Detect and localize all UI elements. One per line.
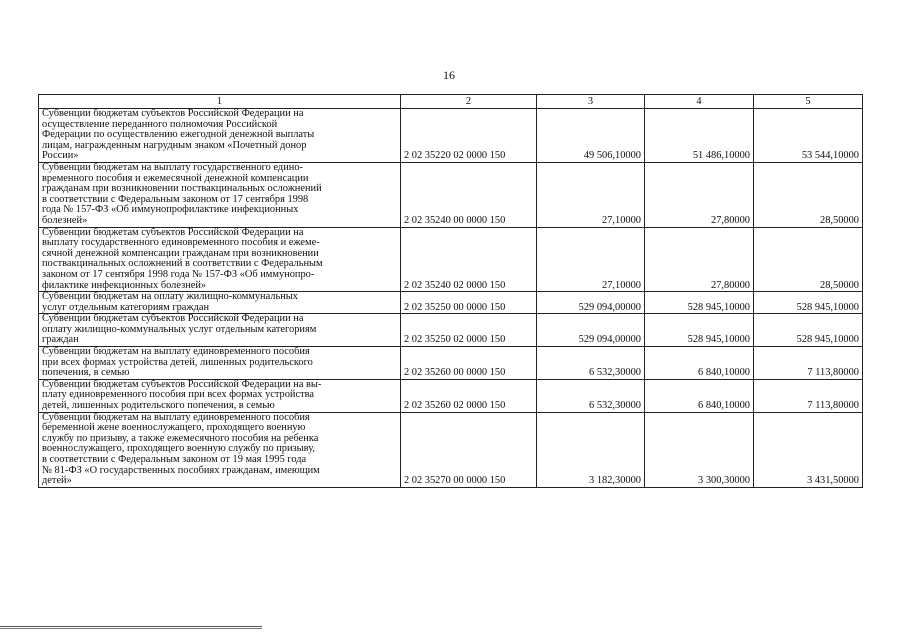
row-name-line: Федерации по осуществлению ежегодной денежной выплаты — [42, 129, 315, 141]
row-value-3-cell: 528 945,10000 — [754, 314, 863, 347]
row-value-1-cell: 529 094,00000 — [537, 314, 645, 347]
row-name-cell — [39, 347, 401, 380]
row-name-line: гражданам при возникновении поствакцинальных осложнений — [42, 183, 322, 195]
row-code-cell: 2 02 35250 00 0000 150 — [401, 292, 537, 314]
row-value-1-cell: 529 094,00000 — [537, 292, 645, 314]
row-value-2-cell: 3 300,30000 — [645, 412, 754, 487]
row-name-line: временного пособия и ежемесячной денежной компенсации — [42, 172, 309, 184]
row-name-line: осуществление переданного полномочия Российской — [42, 118, 278, 130]
row-name-line: плату единовременного пособия при всех формах устройства — [42, 389, 315, 401]
row-name-line: России» — [42, 150, 79, 162]
row-name-line: военнослужащего, проходящего военную службу по призыву, — [42, 443, 315, 455]
row-name-line: Субвенции бюджетам на выплату единовременного пособия — [42, 411, 310, 423]
budget-table — [38, 94, 863, 488]
row-value-1-cell: 49 506,10000 — [537, 109, 645, 163]
table-row — [39, 292, 863, 314]
table-row — [39, 314, 863, 347]
table-row — [39, 109, 863, 163]
row-value-2-cell: 528 945,10000 — [645, 314, 754, 347]
row-value-2-cell: 27,80000 — [645, 162, 754, 227]
table-header-row — [39, 95, 863, 109]
row-name-line: Субвенции бюджетам на выплату единовременного пособия — [42, 346, 310, 358]
row-name-line: при всех формах устройства детей, лишенных родительского — [42, 356, 313, 368]
table-row — [39, 347, 863, 380]
row-value-2-cell: 6 840,10000 — [645, 379, 754, 412]
row-name-cell — [39, 162, 401, 227]
row-code-cell: 2 02 35270 00 0000 150 — [401, 412, 537, 487]
row-value-3-cell: 7 113,80000 — [754, 347, 863, 380]
row-name-line: Субвенции бюджетам субъектов Российской Федерации на — [42, 313, 304, 325]
row-name-line: законом от 17 сентября 1998 года № 157-ФЗ «Об иммунопро- — [42, 268, 315, 280]
row-name-line: поствакцинальных осложнений в соответствии с Федеральным — [42, 258, 323, 270]
row-name-line: оплату жилищно-коммунальных услуг отдельным категориям — [42, 323, 317, 335]
row-code-cell: 2 02 35240 02 0000 150 — [401, 227, 537, 292]
row-value-1-cell: 3 182,30000 — [537, 412, 645, 487]
table-row — [39, 162, 863, 227]
row-value-3-cell: 3 431,50000 — [754, 412, 863, 487]
table-row — [39, 227, 863, 292]
row-name-line: граждан — [42, 334, 79, 346]
row-name-line: филактике инфекционных болезней» — [42, 279, 207, 291]
row-value-3-cell: 28,50000 — [754, 162, 863, 227]
row-name-line: Субвенции бюджетам субъектов Российской Федерации на вы- — [42, 378, 322, 390]
row-name-line: выплату государственного единовременного пособия и ежеме- — [42, 237, 320, 249]
row-name-cell — [39, 292, 401, 314]
header-col-5: 5 — [754, 95, 863, 109]
row-code-cell: 2 02 35250 02 0000 150 — [401, 314, 537, 347]
row-name-cell — [39, 412, 401, 487]
row-name-line: попечения, в семью — [42, 367, 130, 379]
row-name-cell — [39, 109, 401, 163]
row-code-cell: 2 02 35220 02 0000 150 — [401, 109, 537, 163]
page-number: 16 — [443, 68, 455, 82]
row-name-line: Субвенции бюджетам на выплату государственного едино- — [42, 161, 303, 173]
row-value-2-cell: 51 486,10000 — [645, 109, 754, 163]
header-col-4: 4 — [645, 95, 754, 109]
header-col-3: 3 — [537, 95, 645, 109]
row-name-line: беременной жене военнослужащего, проходящего военную — [42, 422, 306, 434]
table-body — [39, 109, 863, 488]
header-col-1: 1 — [39, 95, 401, 109]
row-name-line: Субвенции бюджетам на оплату жилищно-коммунальных — [42, 291, 298, 303]
table-row — [39, 412, 863, 487]
row-name-line: лицам, награжденным нагрудным знаком «Почетный донор — [42, 139, 307, 151]
row-value-2-cell: 27,80000 — [645, 227, 754, 292]
table-row — [39, 379, 863, 412]
row-name-line: года № 157-ФЗ «Об иммунопрофилактике инфекционных — [42, 204, 299, 216]
row-value-1-cell: 6 532,30000 — [537, 379, 645, 412]
row-value-2-cell: 6 840,10000 — [645, 347, 754, 380]
row-code-cell: 2 02 35260 00 0000 150 — [401, 347, 537, 380]
row-name-line: в соответствии с Федеральным законом от 17 сентября 1998 — [42, 193, 309, 205]
row-name-line: болезней» — [42, 214, 88, 226]
row-name-line: в соответствии с Федеральным законом от 19 мая 1995 года — [42, 454, 307, 465]
row-name-line: детей, лишенных родительского попечения, в семью — [42, 400, 275, 412]
row-name-cell — [39, 379, 401, 412]
row-code-cell: 2 02 35260 02 0000 150 — [401, 379, 537, 412]
row-name-line: Субвенции бюджетам субъектов Российской Федерации на — [42, 108, 304, 119]
row-name-line: услуг отдельным категориям граждан — [42, 301, 210, 313]
row-name-line: детей» — [42, 475, 72, 487]
row-name-line: № 81-ФЗ «О государственных пособиях гражданам, имеющим — [42, 464, 320, 476]
row-value-3-cell: 7 113,80000 — [754, 379, 863, 412]
row-name-cell — [39, 227, 401, 292]
footer-rule — [0, 626, 262, 629]
row-value-1-cell: 6 532,30000 — [537, 347, 645, 380]
row-name-line: Субвенции бюджетам субъектов Российской Федерации на — [42, 226, 304, 238]
row-value-2-cell: 528 945,10000 — [645, 292, 754, 314]
row-code-cell: 2 02 35240 00 0000 150 — [401, 162, 537, 227]
header-col-2: 2 — [401, 95, 537, 109]
row-name-cell — [39, 314, 401, 347]
row-value-3-cell: 53 544,10000 — [754, 109, 863, 163]
row-value-1-cell: 27,10000 — [537, 162, 645, 227]
row-name-line: службу по призыву, а также ежемесячного пособия на ребенка — [42, 432, 319, 444]
row-value-3-cell: 28,50000 — [754, 227, 863, 292]
row-name-line: сячной денежной компенсации гражданам при возникновении — [42, 247, 319, 259]
row-value-1-cell: 27,10000 — [537, 227, 645, 292]
row-value-3-cell: 528 945,10000 — [754, 292, 863, 314]
